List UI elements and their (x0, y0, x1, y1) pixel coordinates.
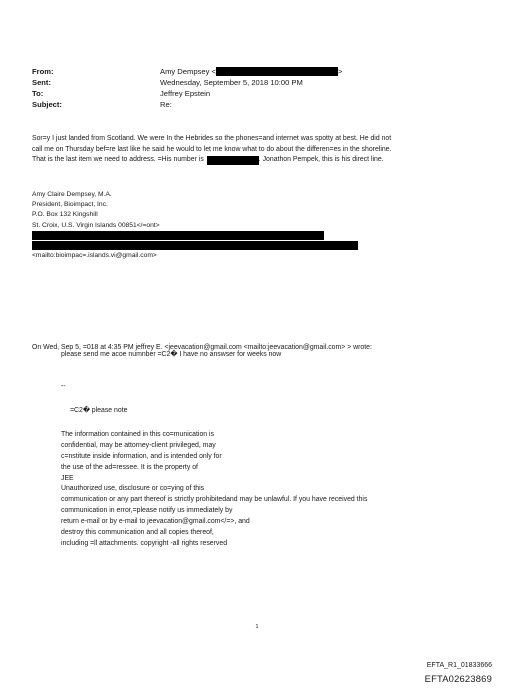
signature-redaction-line (32, 231, 490, 241)
disclaimer-line: c=nstitute inside information, and is intended only for (61, 452, 222, 460)
bates-reference-small: EFTA_R1_01833666 (426, 662, 492, 669)
signature-block (32, 190, 490, 261)
disclaimer-line: Unauthorized use, disclosure or co=ying of this (61, 485, 205, 493)
from-label: From: (32, 67, 54, 76)
from-name: Amy Dempsey < (160, 67, 216, 76)
from-row (32, 66, 492, 77)
from-suffix: > (337, 67, 343, 76)
redaction-box (216, 67, 338, 76)
body-line: Sor=y I just landed from Scotland. We were In the Hebrides so the phones=and internet was spotty at best. He did not (32, 135, 392, 142)
to-label: To: (32, 89, 44, 98)
disclaimer-line: confidential, may be attorney-client privileged, may (61, 441, 216, 449)
subject-value: Re: (160, 100, 172, 109)
quoted-line: please send me acoe numnber =C2� I have no answser for weeks now (61, 351, 282, 358)
disclaimer-line: communication or any part thereof is strictly prohibitedand may be unlawful. If you have received this (61, 496, 368, 504)
disclaimer-line: including =ll attachments. copyright -all rights reserved (61, 539, 228, 547)
signature-mailto: <mailto:bioimpac=.islands.vi@gmail.com> (32, 251, 157, 259)
subject-label: Subject: (32, 100, 62, 109)
disclaimer-line: return e-mail or by e-mail to jeevacation@gmail.com</=>, and (61, 518, 250, 526)
disclaimer-block (61, 430, 481, 550)
please-note-text: =C2� please note (70, 407, 128, 414)
body-line-part: That is the last item we need to address. =His number is (32, 156, 204, 163)
to-row (32, 88, 492, 99)
sent-value: Wednesday, September 5, 2018 10:00 PM (160, 78, 303, 87)
disclaimer-line: The information contained in this co=munication is (61, 431, 215, 438)
wrote-line: On Wed, Sep 5, =018 at 4:35 PM jeffrey E. <jeevacation@gmail.com <mailto:jeevacation@gmail.com> > wrote: (32, 344, 372, 351)
signature-address: P.O. Box 132 Kingshill (32, 211, 98, 219)
from-value (160, 66, 342, 77)
signature-name: Amy Claire Dempsey, M.A. (32, 191, 112, 198)
signature-redaction-line (32, 241, 490, 251)
quoted-separator (61, 382, 481, 393)
body-line (32, 155, 490, 166)
to-value: Jeffrey Epstein (160, 89, 211, 98)
quoted-request (61, 350, 481, 361)
body-line: call me on Thursday bef=re last like he said he would to let me know what to do about the differen=es in the shoreline. (32, 145, 392, 153)
separator-text: -- (61, 383, 66, 390)
redaction-box (207, 156, 259, 165)
page-number: 1 (255, 624, 259, 630)
sent-label: Sent: (32, 78, 51, 87)
disclaimer-line: the use of the ad=ressee. It is the property of (61, 463, 198, 471)
message-body (32, 134, 490, 166)
redaction-box (32, 231, 324, 240)
subject-row (32, 99, 492, 110)
disclaimer-line: JEE (61, 474, 74, 482)
signature-title: President, Bioimpact, Inc. (32, 201, 108, 209)
sent-row (32, 77, 492, 88)
quoted-note (70, 406, 490, 417)
redaction-box (32, 241, 358, 250)
disclaimer-line: destroy this communication and all copies thereof, (61, 529, 214, 537)
body-line-part: . Jonathon Pempek, this is his direct line. (258, 156, 384, 163)
signature-address: St. Croix, U.S. Virgin Islands 00851</=ont> (32, 221, 160, 229)
disclaimer-line: communication in error,=please notify us immediately by (61, 507, 233, 515)
bates-reference-large: EFTA02623869 (424, 673, 492, 684)
email-header (32, 66, 492, 110)
